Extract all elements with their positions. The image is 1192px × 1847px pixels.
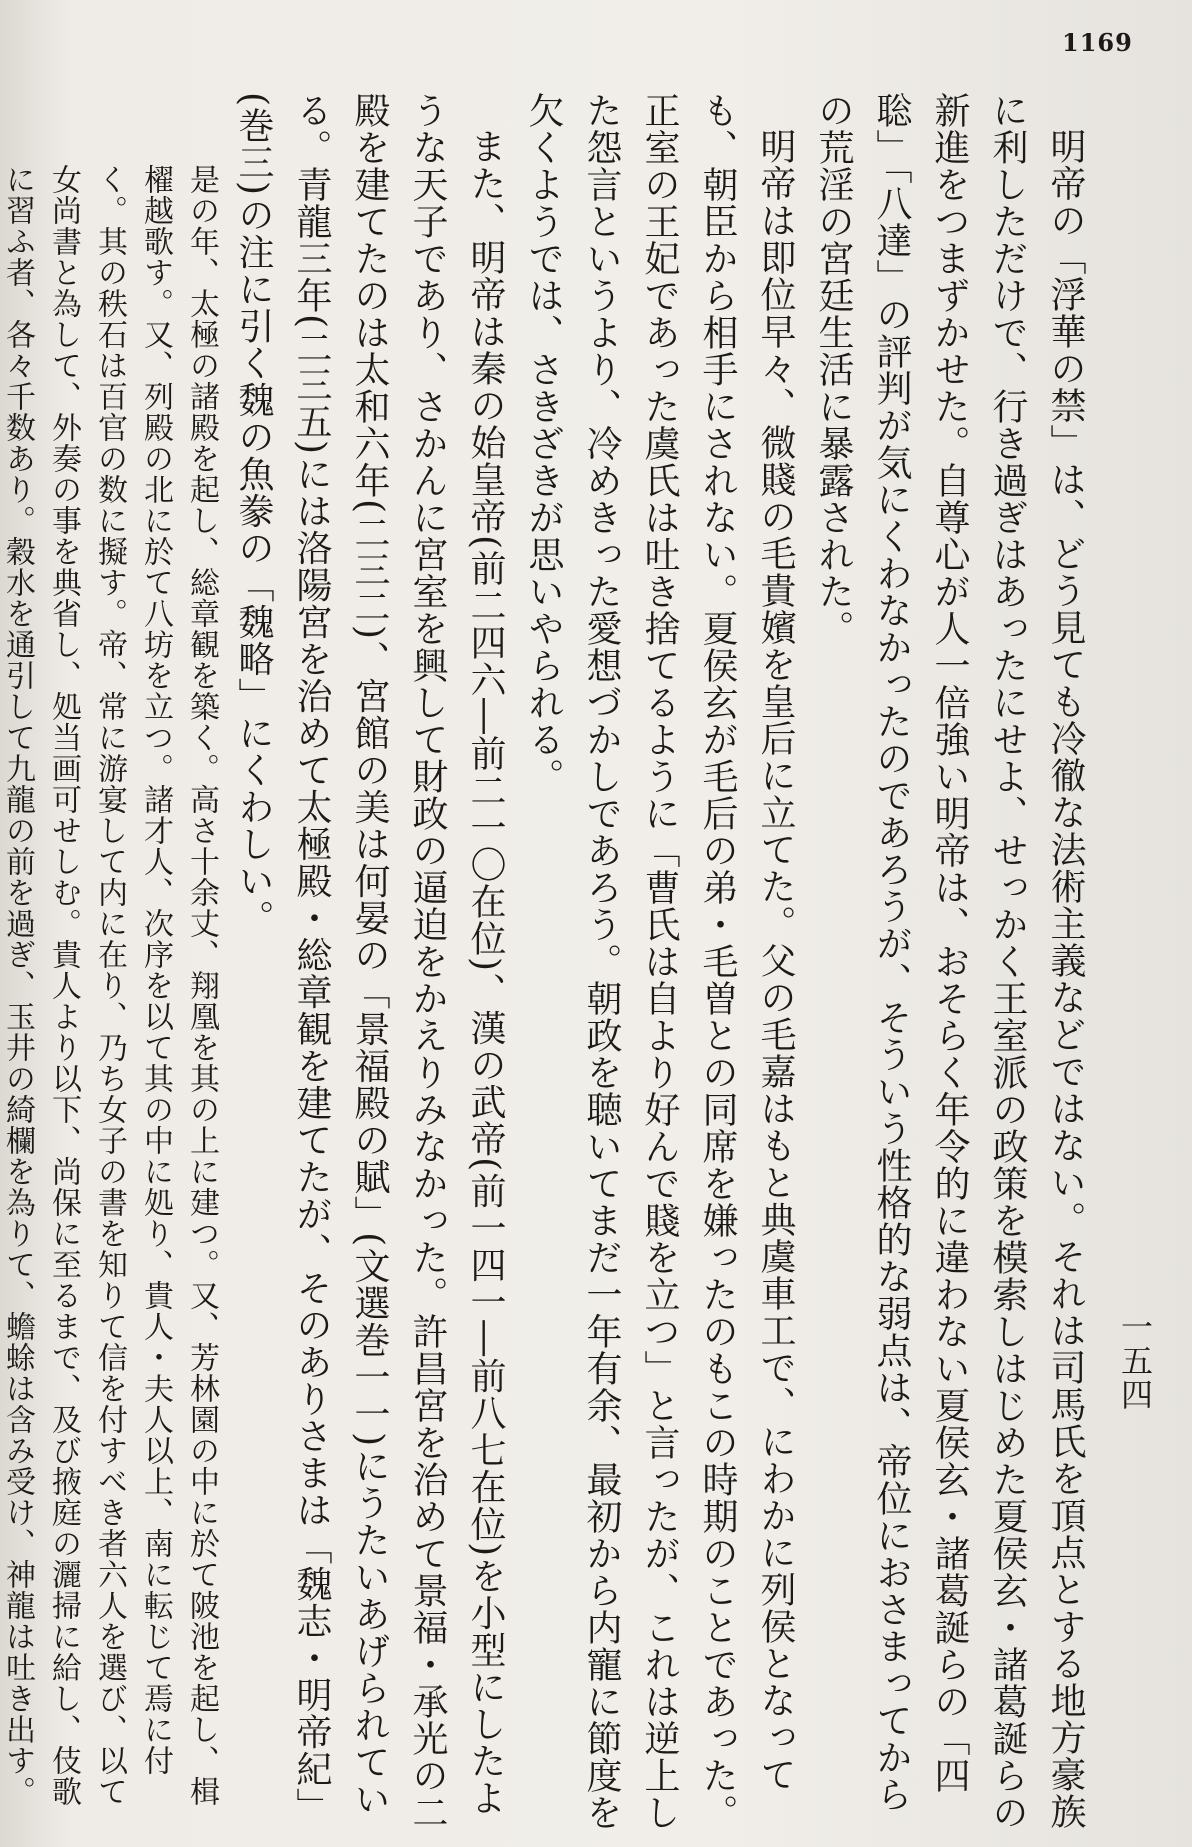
paragraph: 明帝の「浮華の禁」は、どう見ても冷徹な法術主義などではない。それは司馬氏を頂点とする地方豪族に利しただけで、行き過ぎはあったにせよ、せっかく王室派の政策を模索しはじめた夏侯玄・諸葛誕らの新進をつまずかせた。自尊心が人一倍強い明帝は、おそらく年令的に違わない夏侯玄・諸葛誕らの「四聡」「八達」の評判が気にくわなかったのであろうが、そういう性格的な弱点は、帝位におさまってからの荒淫の宮廷生活に暴露された。 [813,92,1086,1831]
corner-number: 1169 [1062,28,1133,57]
paragraph: 明帝は即位早々、微賤の毛貴嬪を皇后に立てた。父の毛嘉はもと典虞車工で、にわかに列侯となっても、朝臣から相手にされない。夏侯玄が毛后の弟・毛曽との同席を嫌ったのもこの時期のことであった。正室の王妃であった虞氏は吐き捨てるように「曹氏は自より好んで賤を立つ」と言ったが、これは逆上した怨言というより、冷めきった愛想づかしであろう。朝政を聴いてまだ一年有余、最初から内寵に節度を欠くようでは、さきざきが思いやられる。 [523,92,796,1831]
block-quote: 是の年、太極の諸殿を起し、総章観を築く。高さ十余丈、翔凰を其の上に建つ。又、芳林園の中に於て陂池を起し、楫櫂越歌す。又、列殿の北に於て八坊を立つ。諸才人、次序を以て其の中に処り、貴人・夫人以上、南に転じて焉に付く。其の秩石は百官の数に擬す。帝、常に游宴して内に在り、乃ち女子の書を知りて信を付すべき者六人を選び、以て女尚書と為して、外奏の事を典省し、処当画可せしむ。貴人より以下、尚保に至るまで、及び掖庭の灑掃に給し、伎歌に習ふ者、各々千数あり。穀水を通引して九龍の前を過ぎ、玉井の綺欄を為りて、蟾蜍は含み受け、神龍は吐き出す。 [0,164,219,1807]
page-number: 一五四 [1116,1310,1154,1412]
vertical-text-body [0,92,1094,1832]
paragraph: また、明帝は秦の始皇帝(前二四六―前二一〇在位)、漢の武帝(前一四一―前八七在位)を小型にしたような天子であり、さかんに宮室を興して財政の逼迫をかえりみなかった。許昌宮を治めて景福・承光の二殿を建てたのは太和六年(二三二)、宮館の美は何晏の「景福殿の賦」(文選巻一一)にうたいあげられている。青龍三年(二三五)には洛陽宮を治めて太極殿・総章観を建てたが、そのありさまは「魏志・明帝紀」(巻三)の注に引く魏の魚豢の「魏略」にくわしい。 [233,92,506,1831]
